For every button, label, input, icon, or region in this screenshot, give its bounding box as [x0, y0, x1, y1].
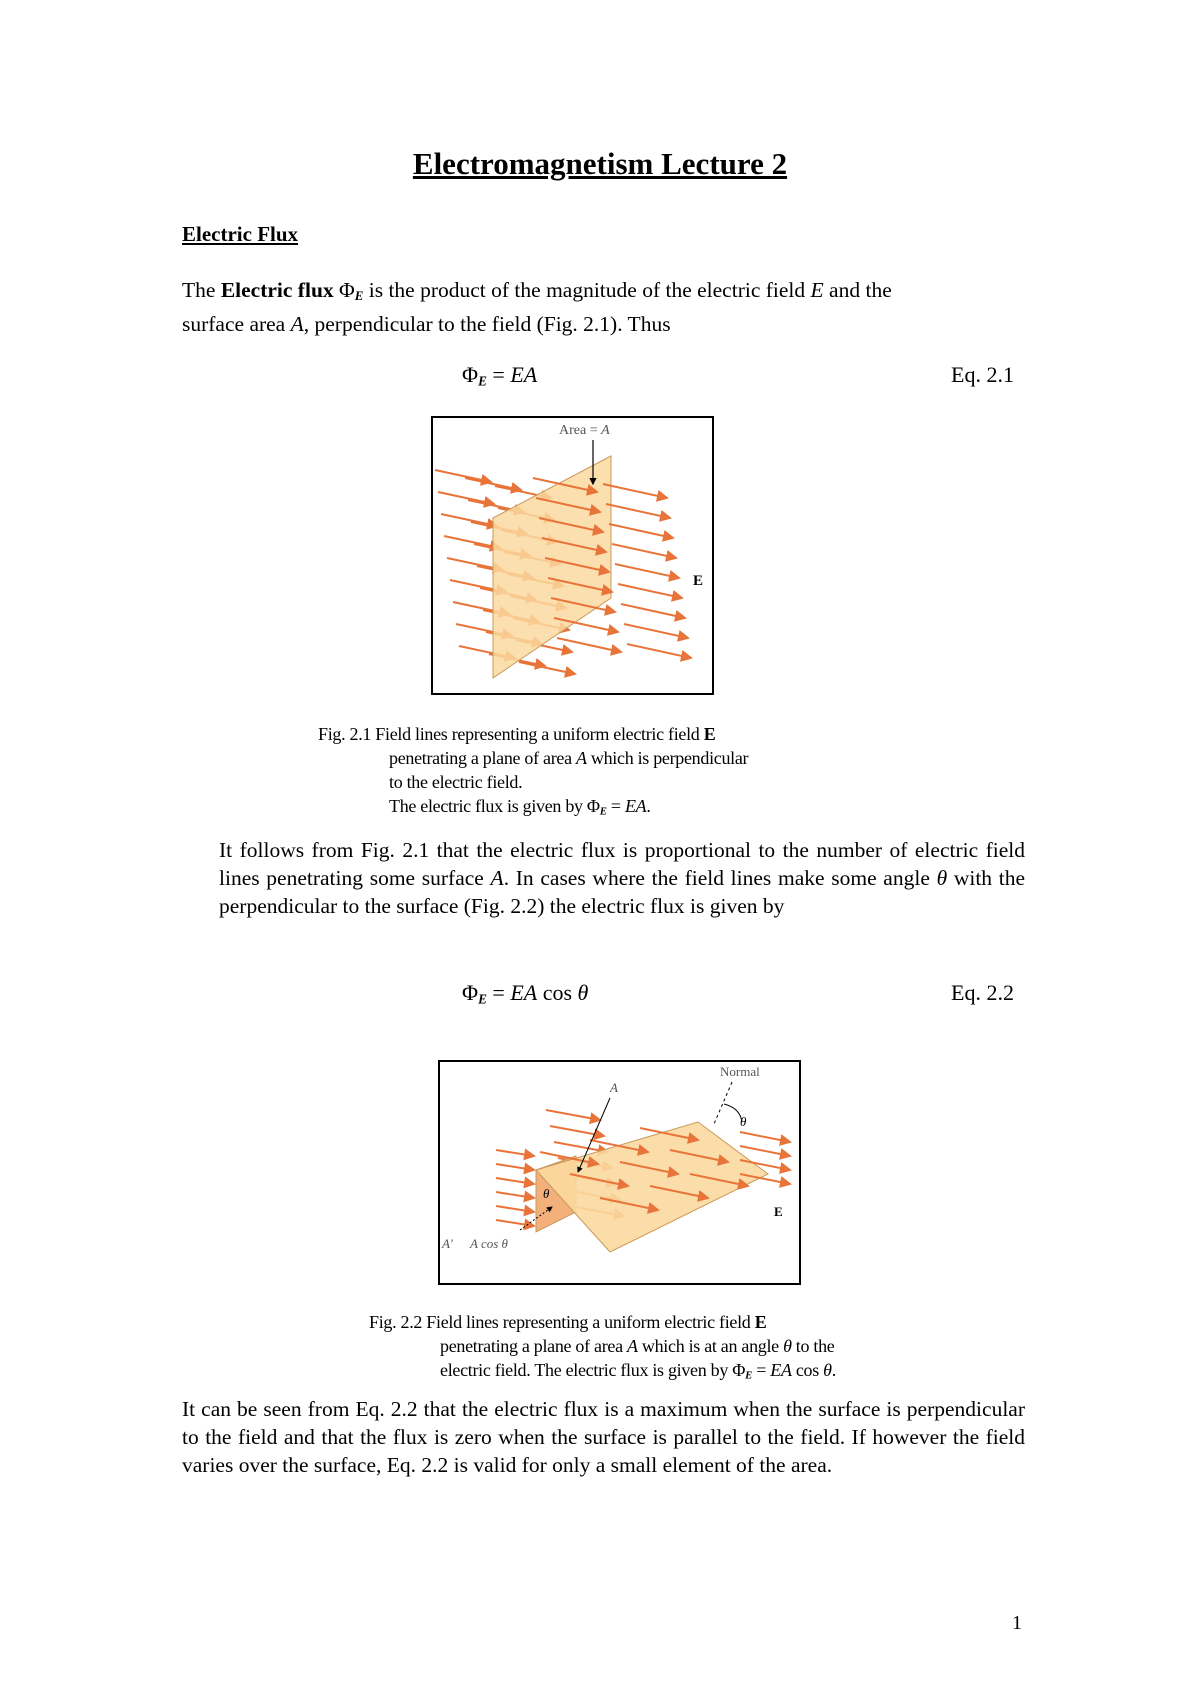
field-line-arrow	[618, 584, 682, 598]
field-line-arrow	[615, 564, 679, 578]
normal-label: Normal	[720, 1064, 760, 1079]
field-line-arrow	[609, 524, 673, 538]
field-line-arrow	[612, 544, 676, 558]
theta-label-normal: θ	[740, 1114, 747, 1129]
area-label: Area = A	[559, 423, 610, 438]
equation-2-1: $\Phi_E$ = EA	[462, 362, 538, 389]
figure-2-2-illustration	[440, 1062, 798, 1282]
field-line-arrow	[465, 478, 521, 490]
field-line-arrow	[546, 1110, 600, 1120]
figure-2-2-caption: Fig. 2.2 Field lines representing a uniform electric field E penetrating a plane of area A which is at an angle θ to the electric field. The electric flux is given by $\Phi_E$ = EA cos θ.	[369, 1312, 836, 1382]
a-prime-label: A′	[442, 1236, 453, 1251]
field-line-arrow	[496, 1150, 534, 1156]
field-line-arrow	[496, 1192, 534, 1198]
field-line-arrow	[624, 624, 688, 638]
field-line-arrow	[519, 662, 575, 674]
page-title: Electromagnetism Lecture 2	[412, 146, 788, 181]
figure-2-1	[431, 416, 714, 695]
a-cos-theta-label: A cos θ	[470, 1236, 508, 1251]
normal-line	[714, 1082, 732, 1124]
field-line-arrow	[554, 1142, 608, 1152]
field-line-arrow	[496, 1220, 534, 1226]
field-line-arrow	[621, 604, 685, 618]
field-line-arrow	[496, 1206, 534, 1212]
paragraph-2: It follows from Fig. 2.1 that the electric flux is proportional to the number of electric field lines penetrating some surface A. In cases where the field lines make some angle θ with the perpendicular to the surface (Fig. 2.2) the electric flux is given by	[219, 838, 1025, 918]
figure-2-1-illustration	[433, 418, 711, 692]
figure-2-1-caption: Fig. 2.1 Field lines representing a uniform electric field E penetrating a plane of area A which is perpendicular to the electric field. The electric flux is given by $\Phi_E$ = EA.	[318, 724, 749, 818]
section-heading: Electric Flux	[182, 222, 299, 246]
field-line-arrow	[496, 1178, 534, 1184]
field-line-arrow	[627, 644, 691, 658]
figure-2-2	[438, 1060, 801, 1285]
a-label: A	[610, 1080, 618, 1095]
field-line-arrow	[441, 514, 497, 526]
equation-2-1-label: Eq. 2.1	[951, 362, 1014, 387]
field-line-arrow	[444, 536, 500, 548]
paragraph-3: It can be seen from Eq. 2.2 that the electric flux is a maximum when the surface is perpendicular to the field and that the flux is zero when the surface is parallel to the field. If however the field varies over the surface, Eq. 2.2 is valid for only a small element of the area.	[182, 1397, 1025, 1477]
field-line-arrow	[606, 504, 670, 518]
field-line-arrow	[740, 1146, 790, 1156]
field-line-arrow	[435, 470, 491, 482]
field-label-e: E	[774, 1204, 783, 1219]
field-line-arrow	[603, 484, 667, 498]
page-number: 1	[1012, 1612, 1022, 1634]
theta-label-side: θ	[543, 1186, 550, 1201]
field-line-arrow	[496, 1164, 534, 1170]
equation-2-2: $\Phi_E$ = EA cos θ	[462, 980, 589, 1007]
equation-2-2-label: Eq. 2.2	[951, 980, 1014, 1005]
intro-paragraph: The Electric flux $\Phi_E$ is the product of the magnitude of the electric field E and the surface area A, perpendicular to the field (Fig. 2.1). Thus	[182, 278, 892, 337]
field-line-arrow	[740, 1132, 790, 1142]
field-line-arrow	[438, 492, 494, 504]
field-label-e: E	[693, 573, 704, 589]
